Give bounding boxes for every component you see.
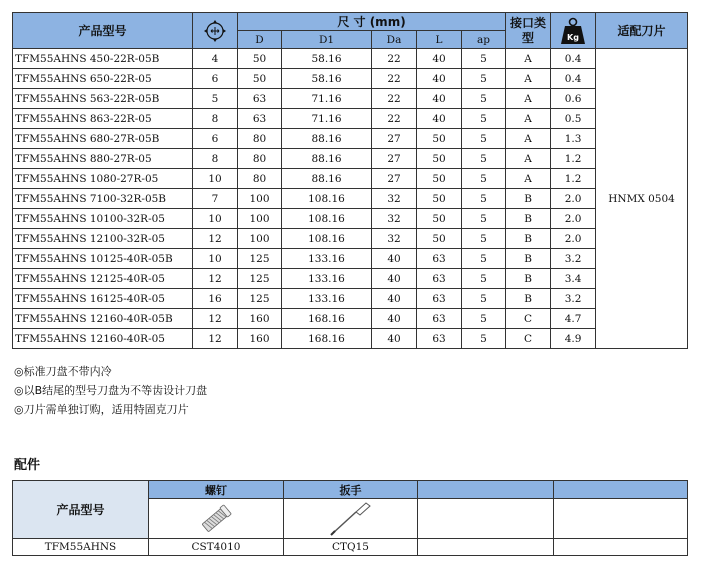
screw-code: CST4010 <box>149 539 284 556</box>
cell-teeth: 7 <box>193 189 238 209</box>
cell-D: 100 <box>238 189 282 209</box>
table-row <box>13 169 688 189</box>
screw-image-cell <box>149 499 284 539</box>
cell-teeth: 10 <box>193 249 238 269</box>
accessory-header-wrench: 扳手 <box>284 481 418 499</box>
cell-D: 50 <box>238 69 282 89</box>
cell-weight: 1.2 <box>551 149 596 169</box>
product-spec-table <box>12 12 688 349</box>
cell-ap: 5 <box>462 269 506 289</box>
cell-model: TFM55AHNS 12160-40R-05B <box>13 309 193 329</box>
cell-ap: 5 <box>462 69 506 89</box>
cell-D1: 108.16 <box>282 189 372 209</box>
cell-Da: 22 <box>372 89 417 109</box>
accessory-header-empty <box>554 481 688 499</box>
cell-D1: 133.16 <box>282 249 372 269</box>
cell-model: TFM55AHNS 650-22R-05 <box>13 69 193 89</box>
cell-interface: B <box>506 249 551 269</box>
cell-model: TFM55AHNS 10125-40R-05B <box>13 249 193 269</box>
cell-interface: A <box>506 129 551 149</box>
cell-D1: 71.16 <box>282 109 372 129</box>
cell-D: 125 <box>238 269 282 289</box>
cell-interface: B <box>506 229 551 249</box>
cell-model: TFM55AHNS 863-22R-05 <box>13 109 193 129</box>
cell-L: 50 <box>417 189 462 209</box>
accessories-table <box>12 480 688 556</box>
cell-L: 63 <box>417 289 462 309</box>
header-weight <box>551 13 596 49</box>
cell-D: 100 <box>238 229 282 249</box>
cell-weight: 0.5 <box>551 109 596 129</box>
wrench-code: CTQ15 <box>284 539 418 556</box>
cell-model: TFM55AHNS 1080-27R-05 <box>13 169 193 189</box>
cell-interface: A <box>506 149 551 169</box>
cell-D: 160 <box>238 309 282 329</box>
cell-L: 63 <box>417 329 462 349</box>
cell-ap: 5 <box>462 89 506 109</box>
accessory-empty-cell <box>554 499 688 539</box>
cell-interface: A <box>506 169 551 189</box>
cell-interface: A <box>506 109 551 129</box>
cell-teeth: 12 <box>193 229 238 249</box>
cell-model: TFM55AHNS 16125-40R-05 <box>13 289 193 309</box>
weight-icon <box>558 16 588 46</box>
cell-D1: 58.16 <box>282 69 372 89</box>
table-row <box>13 109 688 129</box>
cell-weight: 0.6 <box>551 89 596 109</box>
wrench-image-cell <box>284 499 418 539</box>
cell-Da: 32 <box>372 189 417 209</box>
wrench-icon <box>326 500 376 538</box>
accessory-empty-cell <box>418 539 554 556</box>
accessory-header-model: 产品型号 <box>13 481 149 539</box>
cell-L: 63 <box>417 309 462 329</box>
cell-model: TFM55AHNS 12125-40R-05 <box>13 269 193 289</box>
cell-interface: C <box>506 309 551 329</box>
cell-ap: 5 <box>462 329 506 349</box>
cell-model: TFM55AHNS 563-22R-05B <box>13 89 193 109</box>
cell-D: 50 <box>238 49 282 69</box>
cell-Da: 40 <box>372 289 417 309</box>
cell-ap: 5 <box>462 229 506 249</box>
accessories-title: 配件 <box>14 458 41 473</box>
cell-model: TFM55AHNS 450-22R-05B <box>13 49 193 69</box>
cell-weight: 2.0 <box>551 229 596 249</box>
header-model: 产品型号 <box>13 13 193 49</box>
cell-model: TFM55AHNS 10100-32R-05 <box>13 209 193 229</box>
cell-model: TFM55AHNS 7100-32R-05B <box>13 189 193 209</box>
cell-ap: 5 <box>462 49 506 69</box>
table-row <box>13 329 688 349</box>
table-row <box>13 229 688 249</box>
cell-teeth: 12 <box>193 309 238 329</box>
cell-D1: 58.16 <box>282 49 372 69</box>
cell-L: 63 <box>417 249 462 269</box>
cell-L: 50 <box>417 129 462 149</box>
cell-ap: 5 <box>462 309 506 329</box>
cell-Da: 27 <box>372 129 417 149</box>
cell-model: TFM55AHNS 12100-32R-05 <box>13 229 193 249</box>
header-D: D <box>238 31 282 49</box>
cell-Da: 40 <box>372 269 417 289</box>
note-line: ◎以B结尾的型号刀盘为不等齿设计刀盘 <box>14 384 208 397</box>
cell-weight: 3.4 <box>551 269 596 289</box>
accessory-empty-cell <box>418 499 554 539</box>
svg-text:Kg: Kg <box>567 32 580 42</box>
cell-ap: 5 <box>462 289 506 309</box>
cell-teeth: 10 <box>193 169 238 189</box>
cell-L: 50 <box>417 209 462 229</box>
cell-D: 80 <box>238 149 282 169</box>
header-Da: Da <box>372 31 417 49</box>
header-D1: D1 <box>282 31 372 49</box>
cell-interface: A <box>506 69 551 89</box>
cell-ap: 5 <box>462 249 506 269</box>
cell-ap: 5 <box>462 209 506 229</box>
cell-interface: C <box>506 329 551 349</box>
cell-D: 160 <box>238 329 282 349</box>
cell-weight: 3.2 <box>551 289 596 309</box>
cell-interface: A <box>506 49 551 69</box>
table-row <box>13 309 688 329</box>
cell-D: 63 <box>238 89 282 109</box>
cell-model: TFM55AHNS 12160-40R-05 <box>13 329 193 349</box>
teeth-count-icon <box>202 18 228 44</box>
cell-weight: 4.9 <box>551 329 596 349</box>
cell-D1: 108.16 <box>282 209 372 229</box>
cell-D: 80 <box>238 169 282 189</box>
accessory-model: TFM55AHNS <box>13 539 149 556</box>
cell-interface: B <box>506 209 551 229</box>
screw-icon <box>196 501 236 537</box>
cell-D1: 168.16 <box>282 309 372 329</box>
cell-weight: 2.0 <box>551 189 596 209</box>
cell-Da: 40 <box>372 309 417 329</box>
cell-Da: 22 <box>372 109 417 129</box>
cell-model: TFM55AHNS 680-27R-05B <box>13 129 193 149</box>
note-line: ◎刀片需单独订购，适用特固克刀片 <box>14 403 189 416</box>
cell-L: 40 <box>417 89 462 109</box>
accessory-empty-cell <box>554 539 688 556</box>
cell-teeth: 8 <box>193 109 238 129</box>
cell-weight: 2.0 <box>551 209 596 229</box>
cell-Da: 40 <box>372 249 417 269</box>
cell-ap: 5 <box>462 189 506 209</box>
cell-D: 125 <box>238 289 282 309</box>
cell-teeth: 6 <box>193 129 238 149</box>
cell-interface: B <box>506 269 551 289</box>
cell-D1: 88.16 <box>282 129 372 149</box>
cell-Da: 27 <box>372 149 417 169</box>
header-ap: ap <box>462 31 506 49</box>
cell-teeth: 10 <box>193 209 238 229</box>
cell-L: 50 <box>417 149 462 169</box>
accessory-header-empty <box>418 481 554 499</box>
cell-Da: 22 <box>372 49 417 69</box>
cell-teeth: 12 <box>193 329 238 349</box>
cell-Da: 27 <box>372 169 417 189</box>
table-row <box>13 189 688 209</box>
cell-Da: 22 <box>372 69 417 89</box>
cell-D1: 133.16 <box>282 289 372 309</box>
table-row <box>13 49 688 69</box>
cell-Da: 32 <box>372 229 417 249</box>
cell-D1: 133.16 <box>282 269 372 289</box>
cell-ap: 5 <box>462 169 506 189</box>
cell-Da: 40 <box>372 329 417 349</box>
cell-interface: B <box>506 289 551 309</box>
cell-ap: 5 <box>462 129 506 149</box>
cell-D: 63 <box>238 109 282 129</box>
accessory-header-screw: 螺钉 <box>149 481 284 499</box>
cell-L: 40 <box>417 109 462 129</box>
cell-weight: 0.4 <box>551 69 596 89</box>
cell-ap: 5 <box>462 149 506 169</box>
cell-teeth: 6 <box>193 69 238 89</box>
header-teeth <box>193 13 238 49</box>
cell-L: 40 <box>417 69 462 89</box>
cell-D: 100 <box>238 209 282 229</box>
table-row <box>13 149 688 169</box>
header-dimensions: 尺 寸 (mm) <box>238 13 506 31</box>
cell-model: TFM55AHNS 880-27R-05 <box>13 149 193 169</box>
table-row <box>13 69 688 89</box>
cell-teeth: 12 <box>193 269 238 289</box>
cell-D1: 71.16 <box>282 89 372 109</box>
cell-weight: 1.2 <box>551 169 596 189</box>
cell-weight: 3.2 <box>551 249 596 269</box>
table-row <box>13 129 688 149</box>
cell-D1: 108.16 <box>282 229 372 249</box>
cell-D1: 168.16 <box>282 329 372 349</box>
table-row <box>13 249 688 269</box>
cell-D1: 88.16 <box>282 149 372 169</box>
cell-interface: A <box>506 89 551 109</box>
cell-insert: HNMX 0504 <box>596 49 688 349</box>
table-row <box>13 269 688 289</box>
cell-D: 125 <box>238 249 282 269</box>
cell-teeth: 5 <box>193 89 238 109</box>
table-row <box>13 289 688 309</box>
table-row <box>13 89 688 109</box>
cell-D1: 88.16 <box>282 169 372 189</box>
cell-L: 50 <box>417 229 462 249</box>
header-L: L <box>417 31 462 49</box>
table-row <box>13 209 688 229</box>
note-line: ◎标准刀盘不带内冷 <box>14 365 112 378</box>
cell-L: 63 <box>417 269 462 289</box>
cell-weight: 0.4 <box>551 49 596 69</box>
notes <box>14 362 207 419</box>
cell-ap: 5 <box>462 109 506 129</box>
cell-teeth: 16 <box>193 289 238 309</box>
cell-L: 40 <box>417 49 462 69</box>
cell-weight: 4.7 <box>551 309 596 329</box>
cell-teeth: 4 <box>193 49 238 69</box>
cell-interface: B <box>506 189 551 209</box>
cell-L: 50 <box>417 169 462 189</box>
header-insert: 适配刀片 <box>596 13 688 49</box>
cell-Da: 32 <box>372 209 417 229</box>
header-interface-type: 接口类型 <box>506 13 551 49</box>
cell-weight: 1.3 <box>551 129 596 149</box>
cell-teeth: 8 <box>193 149 238 169</box>
cell-D: 80 <box>238 129 282 149</box>
